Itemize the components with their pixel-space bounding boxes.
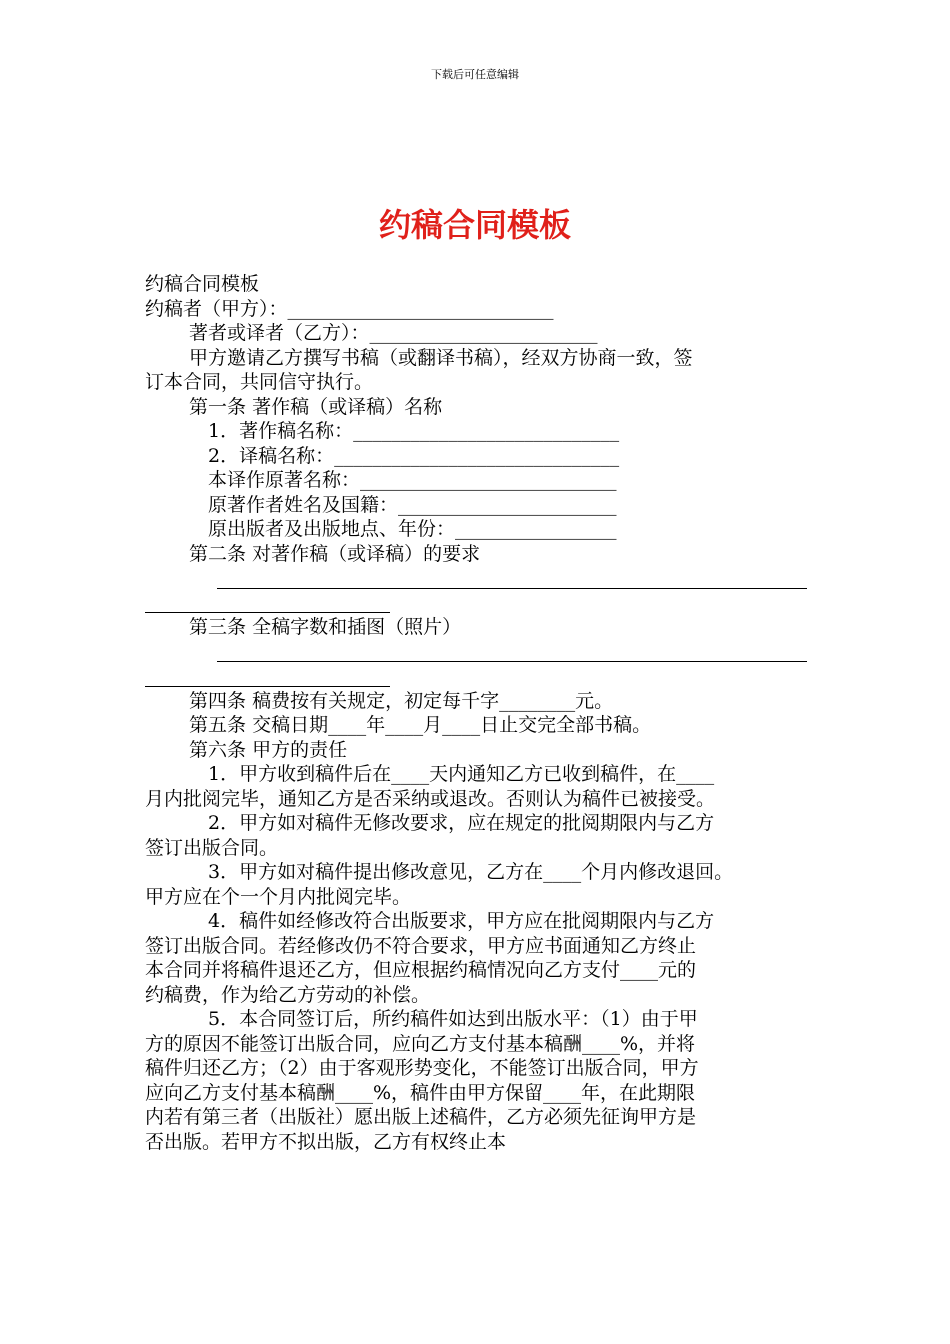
body-line: 原出版者及出版地点、年份：_________________ <box>145 518 617 540</box>
fill-in-line <box>145 640 810 665</box>
body-line: 1．甲方收到稿件后在____天内通知乙方已收到稿件，在____ <box>145 763 715 785</box>
body-line: 约稿者（甲方）：____________________________ <box>145 297 554 320</box>
body-line: 约稿合同模板 <box>145 273 260 295</box>
body-line: 5．本合同签订后，所约稿件如达到出版水平：（1）由于甲 <box>145 1008 698 1030</box>
body-line: 约稿费，作为给乙方劳动的补偿。 <box>145 983 431 1006</box>
header-note: 下载后可任意编辑 <box>431 68 519 81</box>
body-line: 第一条 著作稿（或译稿）名称 <box>145 395 443 418</box>
body-line: 内若有第三者（出版社）愿出版上述稿件，乙方必须先征询甲方是 <box>145 1106 697 1128</box>
body-line: 稿件归还乙方；（2）由于客观形势变化，不能签订出版合同，甲方 <box>145 1057 699 1079</box>
document-body <box>145 272 810 1154</box>
body-line: 2．甲方如对稿件无修改要求，应在规定的批阅期限内与乙方 <box>145 812 715 834</box>
document-title: 约稿合同模板 <box>378 206 571 244</box>
body-line: 4．稿件如经修改符合出版要求，甲方应在批阅期限内与乙方 <box>145 910 715 932</box>
body-line: 2．译稿名称：______________________________ <box>145 444 620 467</box>
body-line: 1．著作稿名称：____________________________ <box>145 420 620 442</box>
body-line: 第六条 甲方的责任 <box>145 738 348 761</box>
body-line: 第二条 对著作稿（或译稿）的要求 <box>145 542 481 565</box>
body-line: 签订出版合同。若经修改仍不符合要求，甲方应书面通知乙方终止 <box>145 934 697 957</box>
fill-in-line <box>145 591 810 616</box>
body-line: 月内批阅完毕，通知乙方是否采纳或退改。否则认为稿件已被接受。 <box>145 787 716 810</box>
body-line: 本合同并将稿件退还乙方，但应根据约稿情况向乙方支付____元的 <box>145 959 697 981</box>
body-line: 甲方邀请乙方撰写书稿（或翻译书稿），经双方协商一致，签 <box>145 346 693 369</box>
body-line: 第三条 全稿字数和插图（照片） <box>145 616 462 638</box>
body-line: 本译作原著名称：___________________________ <box>145 469 617 491</box>
fill-in-line <box>145 664 810 689</box>
body-line: 订本合同，共同信守执行。 <box>145 371 374 393</box>
body-line: 3．甲方如对稿件提出修改意见，乙方在____个月内修改退回。 <box>145 861 734 883</box>
body-line: 第四条 稿费按有关规定，初定每千字________元。 <box>145 689 614 712</box>
body-line: 否出版。若甲方不拟出版，乙方有权终止本 <box>145 1130 507 1153</box>
fill-in-line <box>145 566 810 591</box>
body-line: 应向乙方支付基本稿酬____%，稿件由甲方保留____年，在此期限 <box>145 1081 696 1104</box>
body-line: 第五条 交稿日期____年____月____日止交完全部书稿。 <box>145 714 652 736</box>
body-line: 著者或译者（乙方）：________________________ <box>145 322 598 344</box>
body-line: 甲方应在个一个月内批阅完毕。 <box>145 885 412 908</box>
body-line: 原著作者姓名及国籍：_______________________ <box>145 493 617 516</box>
body-line: 签订出版合同。 <box>145 836 279 859</box>
body-line: 方的原因不能签订出版合同，应向乙方支付基本稿酬____%，并将 <box>145 1032 696 1055</box>
